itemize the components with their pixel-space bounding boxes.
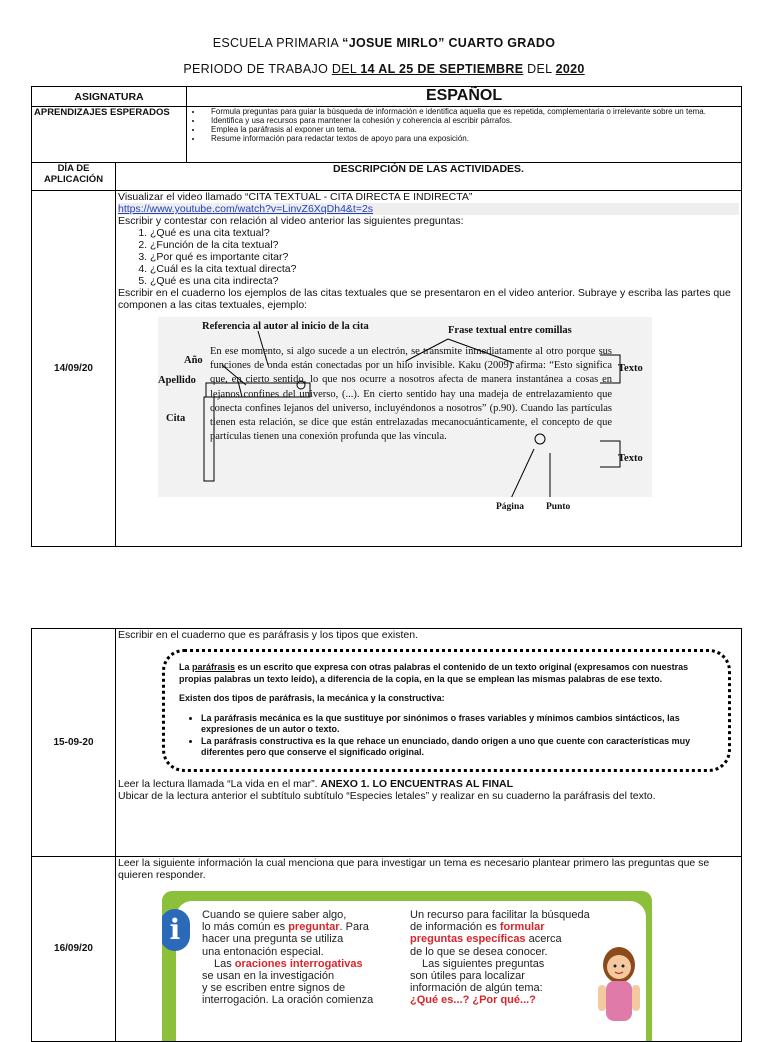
- info-line: se usan en la investigación: [202, 970, 335, 983]
- label-ano: Año: [184, 355, 203, 366]
- cuaderno-instruction: Escribir en el cuaderno los ejemplos de las citas textuales que se presentaron en el video anterior. Subraye y escriba las partes que componen a las citas textuales, ejemplo:: [118, 287, 731, 311]
- info-highlight: formular: [499, 921, 545, 934]
- info-icon: i: [162, 909, 190, 951]
- activities-cell-2: [116, 629, 742, 857]
- parafrasis-definition: [179, 662, 714, 685]
- school-name: “JOSUE MIRLO”: [342, 36, 445, 50]
- info-line: información de algún tema:: [410, 982, 543, 995]
- preguntas-infographic: [162, 891, 652, 1041]
- parafrasis-definition-box: [162, 649, 731, 772]
- info-line: Un recurso para facilitar la búsqueda: [410, 909, 590, 921]
- grade: CUARTO GRADO: [444, 36, 556, 50]
- aprendizaje-item: • Resume información para redactar textos de apoyo para una exposición.: [203, 134, 739, 143]
- date-16-09: 16/09/20: [32, 857, 116, 1042]
- video-link[interactable]: https://www.youtube.com/watch?v=LinvZ6XqDh4&t=2s: [118, 203, 374, 215]
- def-word: paráfrasis: [192, 662, 236, 672]
- info-line: [410, 933, 590, 945]
- info-line: Cuando se quiere saber algo,: [202, 909, 347, 921]
- aprendizajes-list: [187, 107, 742, 163]
- def-pre: La: [179, 662, 193, 672]
- period-del2: DEL: [523, 62, 556, 76]
- school-prefix: ESCUELA PRIMARIA: [212, 36, 343, 50]
- asignatura-label: ASIGNATURA: [32, 87, 187, 107]
- aprendizaje-item: • Identifica y usa recursos para mantener la cohesión y coherencia al escribir párrafos.: [203, 116, 739, 125]
- info-line: una entonación especial.: [202, 945, 324, 958]
- infographic-panel: [176, 901, 646, 1041]
- period-prefix: PERIODO DE TRABAJO: [183, 62, 332, 76]
- date-14-09: 14/09/20: [32, 191, 116, 547]
- info-line: Las siguientes preguntas: [422, 957, 545, 970]
- label-texto-2: Texto: [618, 453, 643, 464]
- info-highlight: oraciones interrogativas: [234, 957, 363, 970]
- infographic-right-column: [410, 909, 590, 1007]
- parafrasis-types-intro: Existen dos tipos de paráfrasis, la mecánica y la constructiva:: [179, 693, 445, 703]
- period-day: 14: [360, 62, 375, 76]
- info-text: de información es: [410, 921, 500, 934]
- dia-label: DÍA DE APLICACIÓN: [32, 163, 116, 191]
- citation-passage: En ese momento, si algo sucede a un electrón, se transmite inmediatamente al otro porque sus funciones de onda están conectadas por un hilo invisible. Kaku (2009) afirma: “Esto significa que, en cierto sentido, lo que nos ocurre a nosotros afecta de manera instantánea a cosas en lejanos confines del universo, (...). En cierto sentido hay una madeja de entrelazamiento que conecta confines lejanos del universo, incluyéndonos a nosotros” (p.90). Cuando las partículas tienen esta relación, se dice que están entrelazadas mecanocuánticamente, el concepto de que partículas tienen una conexión profunda que las vincula.: [210, 346, 612, 443]
- leer-lectura: [118, 778, 739, 790]
- info-text: Las: [214, 957, 235, 970]
- label-punto: Punto: [546, 502, 571, 512]
- parafrasis-type-item: • La paráfrasis constructiva es la que rehace un enunciado, dando origen a uno que cuente con características muy diferentes pero que conserve el significado original.: [201, 736, 714, 759]
- aprendizaje-item: • Emplea la paráfrasis al exponer un tema.: [203, 125, 739, 134]
- activities-table-1: [31, 86, 742, 547]
- info-line: [202, 958, 373, 970]
- label-texto-1: Texto: [618, 363, 643, 374]
- asignatura-value: ESPAÑOL: [187, 87, 742, 107]
- question-item: 2. ¿Función de la cita textual?: [150, 239, 739, 251]
- question-item: 1. ¿Qué es una cita textual?: [150, 227, 739, 239]
- girl-illustration: [594, 941, 644, 1041]
- label-frase-textual: Frase textual entre comillas: [448, 325, 572, 336]
- period-year: 2020: [555, 62, 585, 76]
- questions-list: [118, 227, 739, 287]
- question-item: 5. ¿Qué es una cita indirecta?: [150, 275, 739, 287]
- period-header: [0, 62, 768, 76]
- def-post: es un escrito que expresa con otras palabras el contenido de un texto original (expresamos con nuestras propias palabras un texto leído), a diferencia de la copia, en la que se emplean las mismas palabras de ese texto.: [179, 662, 689, 684]
- aprendizaje-item: • Formula preguntas para guiar la búsqueda de información e identifica aquella que es repetida, complementaria o irrelevante sobre un tema.: [203, 107, 739, 116]
- info-text: lo más común es: [202, 921, 289, 934]
- info-text: . Para: [339, 921, 369, 934]
- date-15-09: 15-09-20: [32, 629, 116, 857]
- info-line: hacer una pregunta se utiliza: [202, 933, 344, 946]
- info-highlight: preguntas específicas: [410, 933, 526, 946]
- activities-cell-1: [116, 191, 742, 547]
- label-apellido: Apellido: [158, 375, 196, 386]
- info-line: y se escriben entre signos de: [202, 982, 346, 995]
- info-line: de lo que se desea conocer.: [410, 945, 548, 958]
- leer-informacion: Leer la siguiente información la cual menciona que para investigar un tema es necesario plantear primero las preguntas que se quieren responder.: [118, 857, 710, 881]
- label-cita: Cita: [166, 413, 186, 424]
- ubicar-instruction: Ubicar de la lectura anterior el subtítulo subtítulo “Especies letales” y realizar en su cuaderno la paráfrasis del texto.: [118, 789, 656, 802]
- label-pagina: Página: [496, 502, 524, 512]
- school-header: [0, 36, 768, 50]
- anexo-label: ANEXO 1. LO ENCUENTRAS AL FINAL: [320, 777, 514, 790]
- activities-cell-3: [116, 857, 742, 1042]
- infographic-left-column: [202, 909, 373, 1007]
- leer-pre: Leer la lectura llamada “La vida en el mar”.: [118, 777, 321, 790]
- info-line: son útiles para localizar: [410, 970, 525, 983]
- period-del: DEL: [331, 62, 361, 76]
- video-instruction: Visualizar el video llamado “CITA TEXTUAL - CITA DIRECTA E INDIRECTA”: [118, 191, 473, 203]
- info-text: acerca: [525, 933, 562, 946]
- info-highlight: ¿Qué es...? ¿Por qué...?: [410, 994, 536, 1007]
- label-ref-autor: Referencia al autor al inicio de la cita: [202, 321, 369, 332]
- citation-example-image: [158, 317, 652, 512]
- questions-intro: Escribir y contestar con relación al video anterior las siguientes preguntas:: [118, 215, 464, 227]
- parafrasis-intro: Escribir en el cuaderno que es paráfrasis y los tipos que existen.: [118, 629, 418, 641]
- activities-table-2: [31, 628, 742, 1042]
- descripcion-label: DESCRIPCIÓN DE LAS ACTIVIDADES.: [116, 163, 742, 191]
- question-item: 4. ¿Cuál es la cita textual directa?: [150, 263, 739, 275]
- period-range: AL 25 DE SEPTIEMBRE: [374, 62, 524, 76]
- aprendizajes-label: APRENDIZAJES ESPERADOS: [32, 107, 187, 163]
- info-line: interrogación. La oración comienza: [202, 994, 374, 1007]
- parafrasis-type-item: • La paráfrasis mecánica es la que sustituye por sinónimos o frases variables y mínimos cambios sintácticos, las expresiones de un autor o texto.: [201, 713, 714, 736]
- info-line: [410, 921, 590, 933]
- question-item: 3. ¿Por qué es importante citar?: [150, 251, 739, 263]
- parafrasis-types-list: [179, 713, 714, 759]
- info-line: [202, 921, 373, 933]
- info-highlight: preguntar: [288, 921, 340, 934]
